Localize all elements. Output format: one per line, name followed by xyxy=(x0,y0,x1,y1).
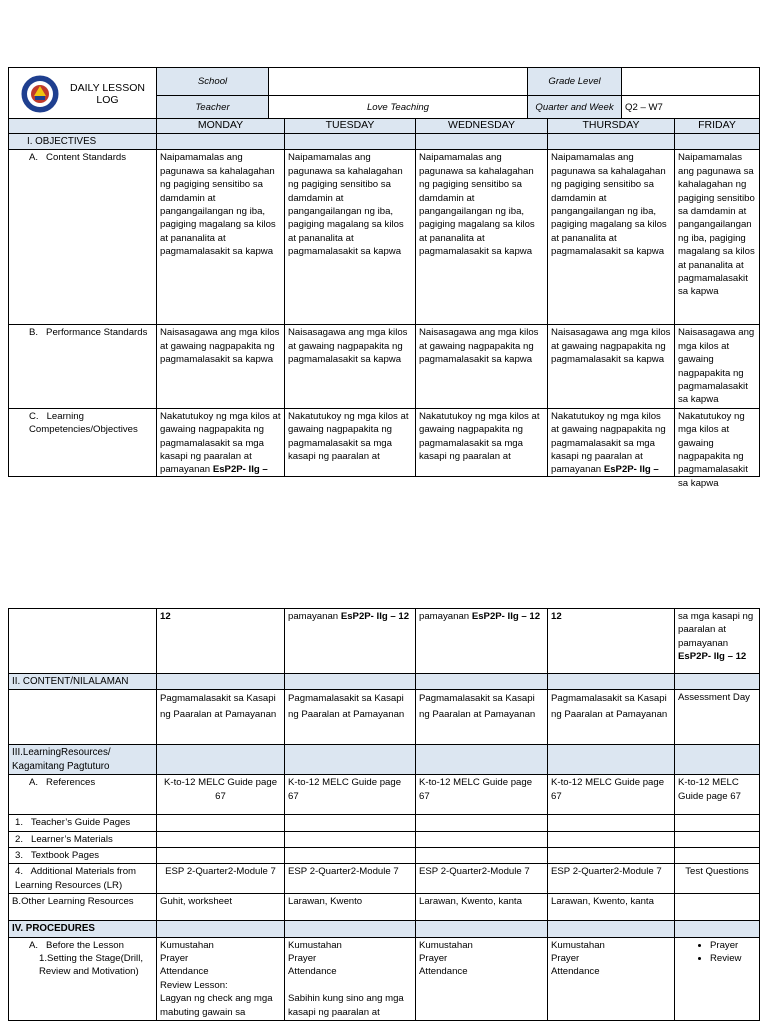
daily-lesson-log-grid-page1 xyxy=(8,118,760,489)
day-header-tuesday: TUESDAY xyxy=(285,119,416,134)
title-line-1: DAILY LESSON xyxy=(70,81,145,94)
content-heading-blank xyxy=(548,674,675,690)
list-item: • Prayer xyxy=(710,939,756,952)
procedures-heading-blank xyxy=(285,921,416,937)
competency-text: pamayanan xyxy=(419,611,470,622)
list-item: • Review xyxy=(710,952,756,965)
day-header-thursday: THURSDAY xyxy=(548,119,675,134)
content-standards-tuesday: Naipamamalas ang pagunawa sa kahalagahan ng pagiging sensitibo sa damdamin at pangangailangan ng iba, pagiging magalang sa kilos at pananalita at pagmamalasakit sa kapwa xyxy=(285,150,416,325)
content-standards-thursday: Naipamamalas ang pagunawa sa kahalagahan ng pagiging sensitibo sa damdamin at pangangailangan ng iba, pagiging magalang sa kilos at pananalita at pagmamalasakit sa kapwa xyxy=(548,150,675,325)
content-thursday: Pagmamalasakit sa Kasapi ng Paaralan at Pamayanan xyxy=(548,690,675,745)
competency-code: EsP2P- IIg – 12 xyxy=(471,611,541,622)
teachers-guide-cell xyxy=(416,815,548,831)
teacher-value: Love Teaching xyxy=(269,96,528,120)
references-label: A. References xyxy=(9,775,157,815)
empty-day-header xyxy=(9,119,157,134)
objectives-blank xyxy=(675,134,760,150)
procedures-heading: IV. PROCEDURES xyxy=(9,921,157,937)
other-resources-tuesday: Larawan, Kwento xyxy=(285,894,416,921)
learning-competencies-label: C. Learning Competencies/Objectives xyxy=(9,408,157,476)
content-standards-friday: Naipamamalas ang pagunawa sa kahalagahan ng pagiging sensitibo sa damdamin at pangangailangan ng iba, pagiging magalang sa kilos at pananalita at pagmamalasakit sa kapwa xyxy=(675,150,760,325)
references-monday: K-to-12 MELC Guide page 67 xyxy=(157,775,285,815)
before-lesson-label xyxy=(9,937,157,1020)
resources-heading-blank xyxy=(285,745,416,775)
performance-standards-tuesday: Naisasagawa ang mga kilos at gawaing nagpapakita ng pagmamalasakit sa kapwa xyxy=(285,325,416,408)
competency-continuation-label xyxy=(9,609,157,674)
learning-competencies-monday xyxy=(157,408,285,476)
resources-heading-blank xyxy=(157,745,285,775)
competency-cont-monday: 12 xyxy=(157,609,285,674)
deped-seal-icon xyxy=(20,74,60,114)
other-resources-wednesday: Larawan, Kwento, kanta xyxy=(416,894,548,921)
daily-lesson-log-page1 xyxy=(8,67,760,120)
grade-level-label: Grade Level xyxy=(528,68,622,96)
additional-materials-monday: ESP 2-Quarter2-Module 7 xyxy=(157,864,285,894)
resources-heading-blank xyxy=(675,745,760,775)
performance-standards-monday: Naisasagawa ang mga kilos at gawaing nagpapakita ng pagmamalasakit sa kapwa xyxy=(157,325,285,408)
competency-text: Nakatutukoy ng mga kilos at gawaing nagpapakita ng pagmamalasakit sa mga kasapi ng paaralan at pamayanan xyxy=(160,410,281,476)
additional-materials-friday: Test Questions xyxy=(675,864,760,894)
learners-materials-label: 2. Learner’s Materials xyxy=(9,831,157,847)
competency-text: Nakatutukoy ng mga kilos at gawaing nagpapakita ng pagmamalasakit sa mga kasapi ng paaralan at pamayanan xyxy=(551,410,666,476)
content-heading-blank xyxy=(157,674,285,690)
before-lesson-thursday: Kumustahan Prayer Attendance xyxy=(548,937,675,1020)
quarter-label: Quarter and Week xyxy=(528,96,622,120)
performance-standards-wednesday: Naisasagawa ang mga kilos at gawaing nagpapakita ng pagmamalasakit sa kapwa xyxy=(416,325,548,408)
procedures-heading-blank xyxy=(548,921,675,937)
textbook-pages-label: 3. Textbook Pages xyxy=(9,848,157,864)
logo-title-cell xyxy=(9,68,157,120)
content-heading: II. CONTENT/NILALAMAN xyxy=(9,674,157,690)
competency-cont-tuesday xyxy=(285,609,416,674)
learning-competencies-thursday xyxy=(548,408,675,476)
daily-lesson-log-grid-page2 xyxy=(8,608,760,1021)
competency-text: pamayanan xyxy=(288,611,339,622)
before-lesson-tuesday: Kumustahan Prayer Attendance Sabihin kung sino ang mga kasapi ng paaralan at xyxy=(285,937,416,1020)
learning-competencies-friday xyxy=(675,408,760,489)
day-header-wednesday: WEDNESDAY xyxy=(416,119,548,134)
content-standards-wednesday: Naipamamalas ang pagunawa sa kahalagahan ng pagiging sensitibo sa damdamin at pangangailangan ng iba, pagiging magalang sa kilos at pananalita at pagmamalasakit sa kapwa xyxy=(416,150,548,325)
competency-cont-thursday: 12 xyxy=(548,609,675,674)
learners-materials-cell xyxy=(675,831,760,847)
teachers-guide-cell xyxy=(675,815,760,831)
content-standards-label: A. Content Standards xyxy=(9,150,157,325)
competency-code: EsP2P- IIg – xyxy=(603,464,659,476)
content-standards-monday: Naipamamalas ang pagunawa sa kahalagahan ng pagiging sensitibo sa damdamin at pangangailangan ng iba, pagiging magalang sa kilos at pananalita at pagmamalasakit sa kapwa xyxy=(157,150,285,325)
objectives-blank xyxy=(548,134,675,150)
textbook-pages-cell xyxy=(548,848,675,864)
competency-text: Nakatutukoy ng mga kilos at gawaing nagpapakita ng pagmamalasakit sa kapwa xyxy=(678,410,748,489)
other-resources-label: B.Other Learning Resources xyxy=(9,894,157,921)
quarter-value: Q2 – W7 xyxy=(622,96,760,120)
textbook-pages-cell xyxy=(157,848,285,864)
document-title xyxy=(70,82,145,106)
learning-competencies-wednesday: Nakatutukoy ng mga kilos at gawaing nagpapakita ng pagmamalasakit sa mga kasapi ng paaralan at xyxy=(416,408,548,476)
content-monday: Pagmamalasakit sa Kasapi ng Paaralan at Pamayanan xyxy=(157,690,285,745)
performance-standards-friday: Naisasagawa ang mga kilos at gawaing nagpapakita ng pagmamalasakit sa kapwa xyxy=(675,325,760,408)
before-lesson-monday: Kumustahan Prayer Attendance Review Lesson: Lagyan ng check ang mga mabuting gawain sa xyxy=(157,937,285,1020)
objectives-blank xyxy=(285,134,416,150)
performance-standards-thursday: Naisasagawa ang mga kilos at gawaing nagpapakita ng pagmamalasakit sa kapwa xyxy=(548,325,675,408)
day-header-friday: FRIDAY xyxy=(675,119,760,134)
content-wednesday: Pagmamalasakit sa Kasapi ng Paaralan at Pamayanan xyxy=(416,690,548,745)
school-label: School xyxy=(157,68,269,96)
school-value xyxy=(269,68,528,96)
additional-materials-label: 4. Additional Materials from Learning Resources (LR) xyxy=(9,864,157,894)
before-lesson-wednesday: Kumustahan Prayer Attendance xyxy=(416,937,548,1020)
textbook-pages-cell xyxy=(416,848,548,864)
grade-level-value xyxy=(622,68,760,96)
before-lesson-friday xyxy=(675,937,760,1020)
resources-heading-blank xyxy=(416,745,548,775)
content-heading-blank xyxy=(285,674,416,690)
title-line-2: LOG xyxy=(96,93,119,106)
references-wednesday: K-to-12 MELC Guide page 67 xyxy=(416,775,548,815)
day-header-monday: MONDAY xyxy=(157,119,285,134)
content-friday: Assessment Day xyxy=(675,690,760,745)
procedures-heading-blank xyxy=(416,921,548,937)
objectives-blank xyxy=(416,134,548,150)
other-resources-friday xyxy=(675,894,760,921)
textbook-pages-cell xyxy=(285,848,416,864)
content-blank-label xyxy=(9,690,157,745)
content-heading-blank xyxy=(416,674,548,690)
friday-bullet-list xyxy=(678,939,756,965)
teacher-label: Teacher xyxy=(157,96,269,120)
competency-code: EsP2P- IIg – xyxy=(212,464,268,476)
competency-text: sa mga kasapi ng paaralan at pamayanan xyxy=(678,611,754,649)
before-lesson-title: A. Before the Lesson xyxy=(29,939,124,951)
references-friday: K-to-12 MELC Guide page 67 xyxy=(675,775,760,815)
competency-cont-wednesday xyxy=(416,609,548,674)
competency-cont-friday xyxy=(675,609,760,674)
additional-materials-thursday: ESP 2-Quarter2-Module 7 xyxy=(548,864,675,894)
teachers-guide-cell xyxy=(157,815,285,831)
competency-code: EsP2P- IIg – 12 xyxy=(340,611,410,622)
textbook-pages-cell xyxy=(675,848,760,864)
teachers-guide-cell xyxy=(548,815,675,831)
learners-materials-cell xyxy=(548,831,675,847)
learners-materials-cell xyxy=(157,831,285,847)
competency-code: EsP2P- IIg – 12 xyxy=(678,651,747,663)
procedures-heading-blank xyxy=(675,921,760,937)
references-tuesday: K-to-12 MELC Guide page 67 xyxy=(285,775,416,815)
performance-standards-label: B. Performance Standards xyxy=(9,325,157,408)
content-tuesday: Pagmamalasakit sa Kasapi ng Paaralan at Pamayanan xyxy=(285,690,416,745)
resources-heading-blank xyxy=(548,745,675,775)
teachers-guide-cell xyxy=(285,815,416,831)
other-resources-thursday: Larawan, Kwento, kanta xyxy=(548,894,675,921)
other-resources-monday: Guhit, worksheet xyxy=(157,894,285,921)
additional-materials-wednesday: ESP 2-Quarter2-Module 7 xyxy=(416,864,548,894)
additional-materials-tuesday: ESP 2-Quarter2-Module 7 xyxy=(285,864,416,894)
objectives-blank xyxy=(157,134,285,150)
content-heading-blank xyxy=(675,674,760,690)
learners-materials-cell xyxy=(285,831,416,847)
learning-competencies-tuesday: Nakatutukoy ng mga kilos at gawaing nagpapakita ng pagmamalasakit sa mga kasapi ng paaralan at xyxy=(285,408,416,476)
objectives-heading: I. OBJECTIVES xyxy=(9,134,157,150)
procedures-heading-blank xyxy=(157,921,285,937)
learning-resources-heading: III.LearningResources/ Kagamitang Pagtuturo xyxy=(9,745,157,775)
teachers-guide-label: 1. Teacher’s Guide Pages xyxy=(9,815,157,831)
learners-materials-cell xyxy=(416,831,548,847)
setting-stage-label: 1.Setting the Stage(Drill, Review and Motivation) xyxy=(39,953,143,978)
references-thursday: K-to-12 MELC Guide page 67 xyxy=(548,775,675,815)
